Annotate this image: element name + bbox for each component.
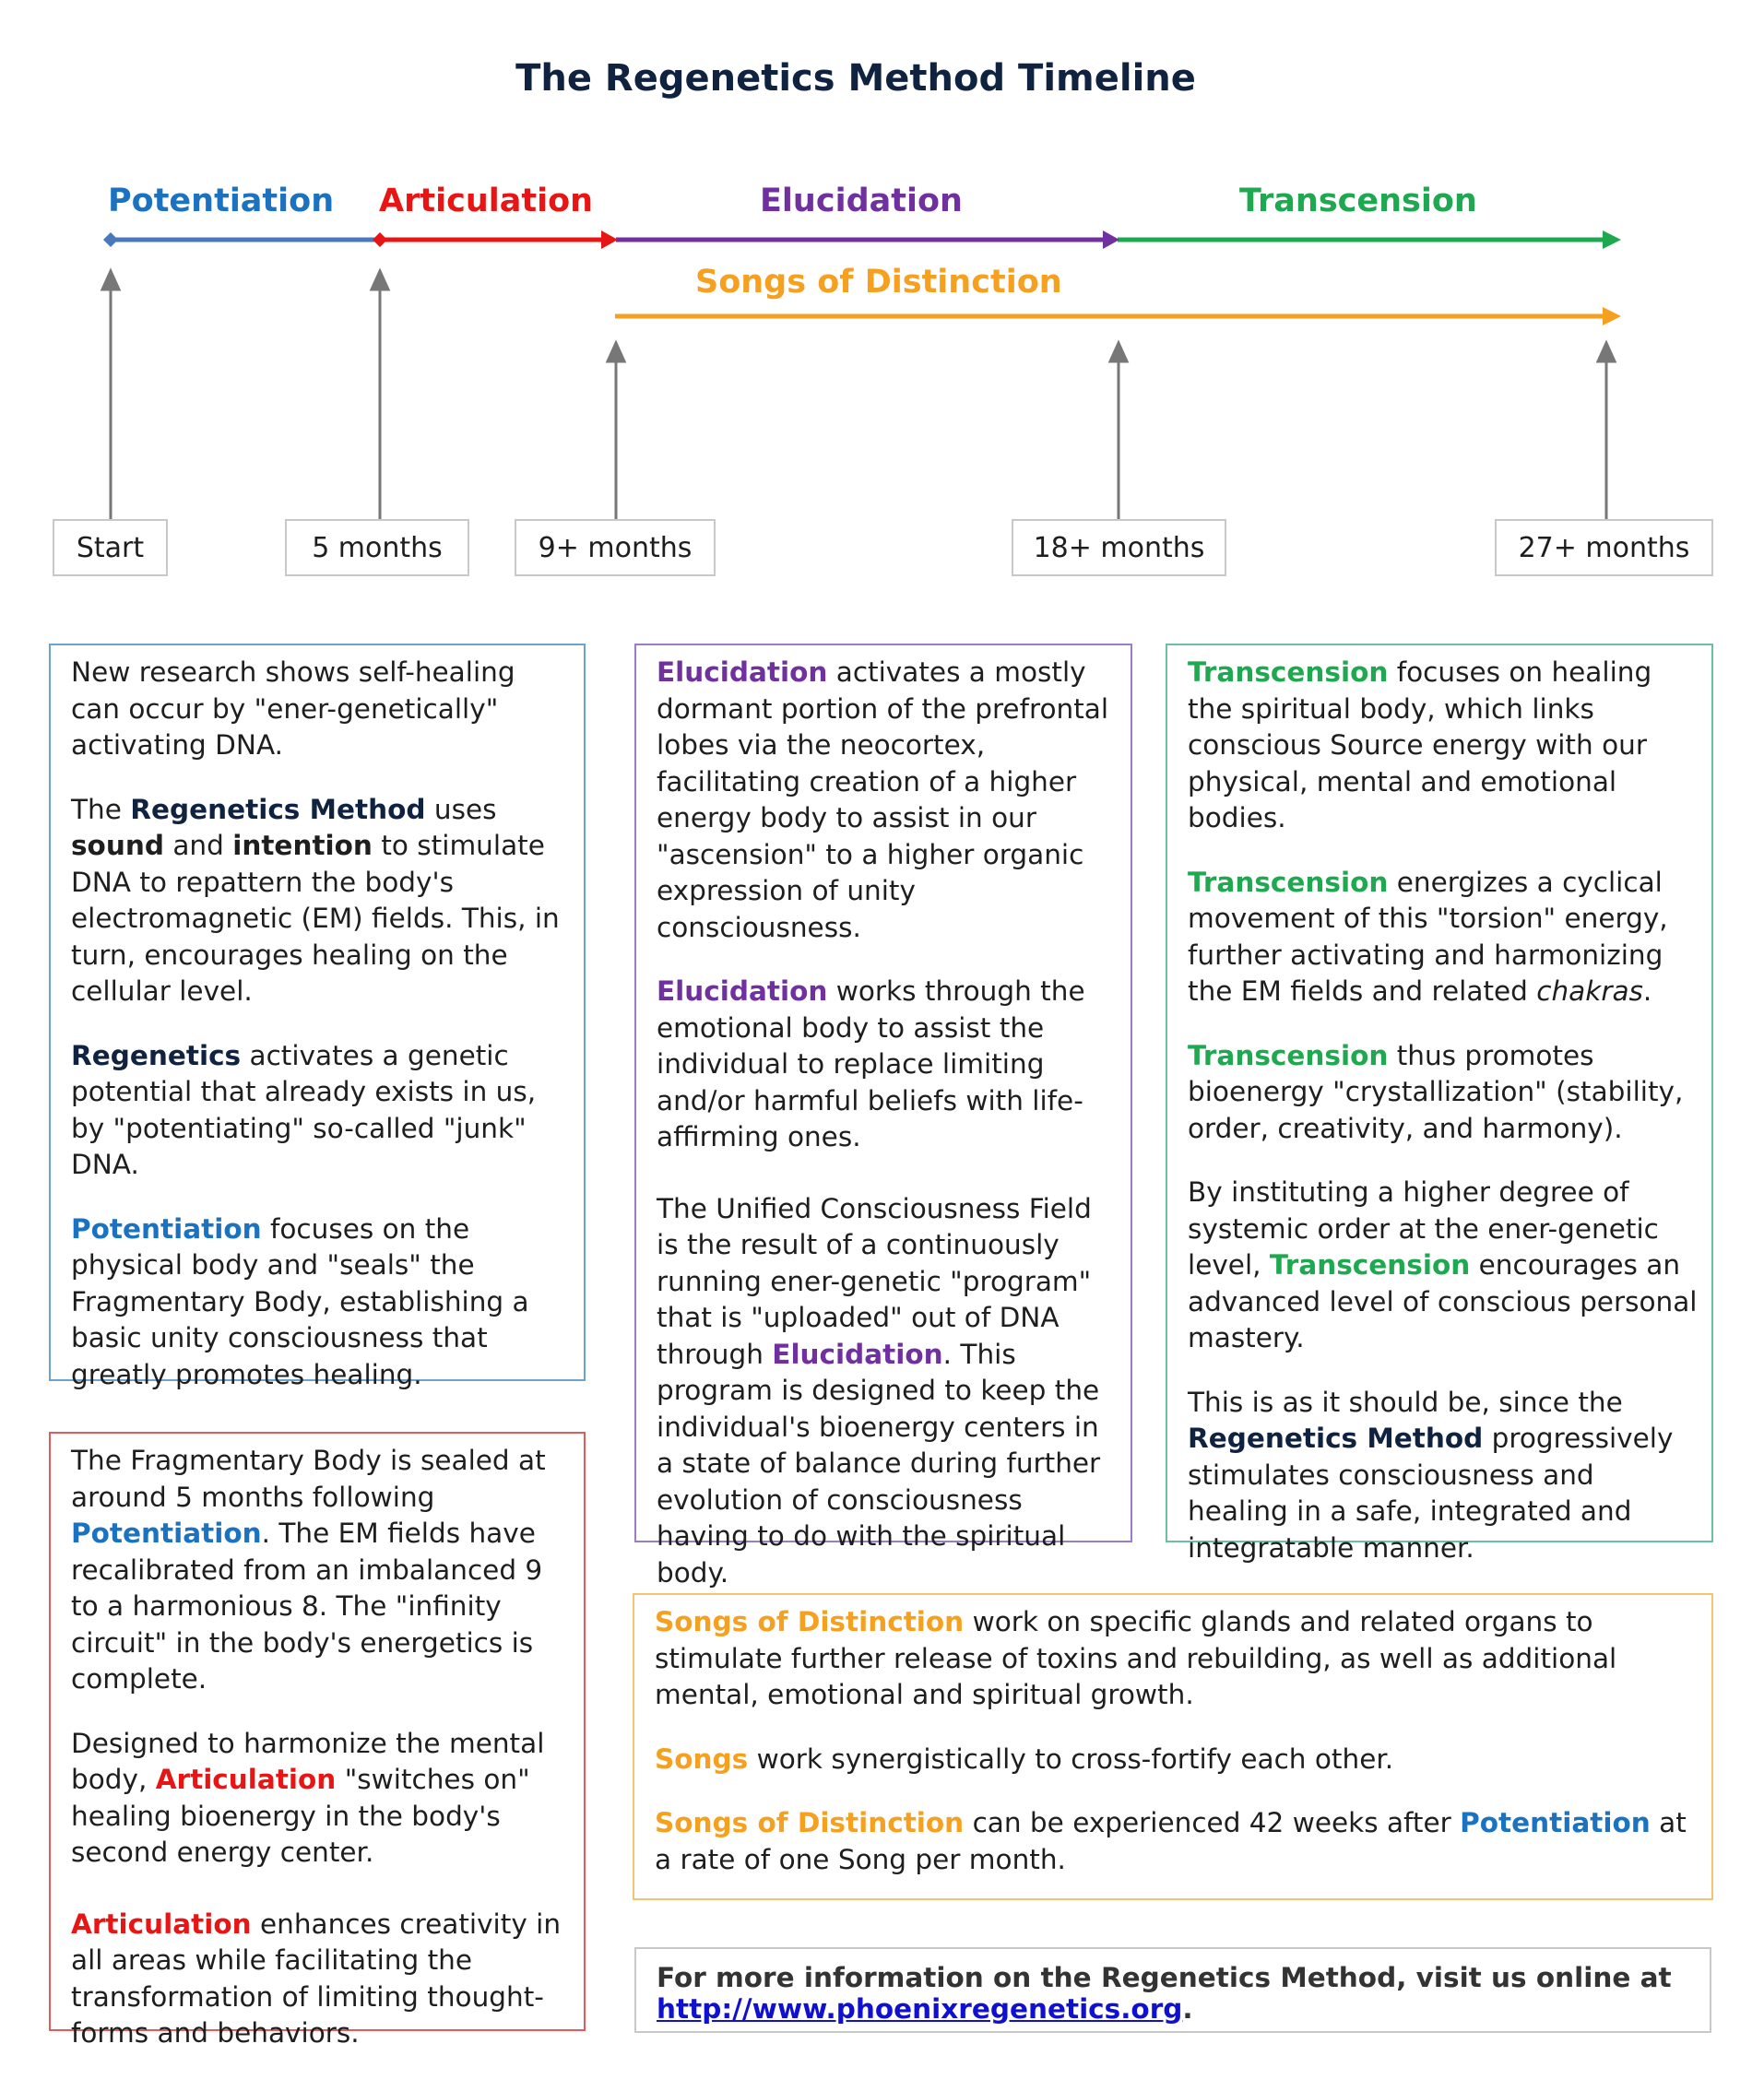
songs-para-2: Songs work synergistically to cross-fortify each other. — [655, 1742, 1394, 1775]
potentiation-para-4: Potentiation focuses on the physical body and "seals" the Fragmentary Body, establishing a basic unity consciousness that greatly promotes healing. — [71, 1212, 529, 1390]
tick-9-months: 9+ months — [515, 519, 716, 576]
footer-text: For more information on the Regenetics Method, visit us online at — [657, 1962, 1672, 1993]
elucidation-para-1: Elucidation activates a mostly dormant portion of the prefrontal lobes via the neocortex, facilitating creation of a higher energy body to assist in our "ascension" to a higher organic expression of unity consciousness. — [657, 656, 1109, 943]
tick-18-months: 18+ months — [1012, 519, 1226, 576]
articulation-arrowhead — [601, 230, 618, 249]
transcension-para-1: Transcension focuses on healing the spiritual body, which links conscious Source energy with our physical, mental and emotional bodies. — [1188, 656, 1652, 833]
phase-label-elucidation: Elucidation — [760, 183, 963, 219]
footer-info-box — [634, 1947, 1711, 2033]
potentiation-box — [49, 644, 586, 1390]
songs-label: Songs of Distinction — [695, 264, 1062, 301]
footer-period: . — [1182, 1993, 1193, 2025]
potentiation-para-3: Regenetics activates a genetic potential that already exists in us, by "potentiating" so-called "junk" DNA. — [71, 1039, 537, 1180]
elucidation-arrowhead — [1103, 230, 1119, 249]
tick-start: Start — [53, 519, 168, 576]
transcension-para-4: By instituting a higher degree of systemic order at the ener-genetic level, Transcension encourages an advanced level of conscious personal mastery. — [1188, 1176, 1698, 1353]
potentiation-para-1: New research shows self-healing can occur by "ener-genetically" activating DNA. — [71, 656, 515, 761]
transcension-para-5: This is as it should be, since the Regenetics Method progressively stimulates consciousness and healing in a safe, integrated and integratable manner. — [1188, 1386, 1674, 1564]
page-title: The Regenetics Method Timeline — [515, 57, 1196, 100]
songs-para-1: Songs of Distinction work on specific glands and related organs to stimulate further release of toxins and rebuilding, as well as additional mental, emotional and spiritual growth. — [655, 1606, 1617, 1710]
elucidation-para-3: The Unified Consciousness Field is the result of a continuously running ener-genetic "program" that is "uploaded" out of DNA through Elucidation. This program is designed to keep the individual's bioenergy centers in a state of balance during further evolution of consciousness having to do with the spiritual body. — [657, 1192, 1101, 1589]
articulation-box — [49, 1432, 586, 2049]
articulation-para-1: The Fragmentary Body is sealed at around 5 months following Potentiation. The EM fields have recalibrated from an imbalanced 9 to a harmonious 8. The "infinity circuit" in the body's energetics is complete. — [71, 1445, 546, 1695]
phase-label-potentiation: Potentiation — [108, 183, 335, 219]
start-diamond — [103, 232, 118, 247]
elucidation-para-2: Elucidation works through the emotional body to assist the individual to replace limiting and/or harmful beliefs with life-affirming ones. — [657, 975, 1085, 1152]
articulation-para-2: Designed to harmonize the mental body, Articulation "switches on" healing bioenergy in the body's second energy center. — [71, 1727, 545, 1868]
potentiation-para-2: The Regenetics Method uses sound and intention to stimulate DNA to repattern the body's electromagnetic (EM) fields. This, in turn, encourages healing on the cellular level. — [71, 793, 560, 1007]
songs-box — [633, 1593, 1713, 1900]
timeline-graphic — [0, 0, 1764, 608]
songs-para-3: Songs of Distinction can be experienced 42 weeks after Potentiation at a rate of one Song per month. — [655, 1807, 1687, 1875]
website-link[interactable]: http://www.phoenixregenetics.org — [657, 1993, 1183, 2025]
transcension-box — [1166, 644, 1713, 1564]
articulation-diamond — [373, 232, 387, 247]
transcension-para-2: Transcension energizes a cyclical movement of this "torsion" energy, further activating and harmonizing the EM fields and related chakras. — [1188, 866, 1668, 1007]
transcension-arrowhead — [1603, 230, 1621, 249]
tick-27-months: 27+ months — [1495, 519, 1713, 576]
transcension-para-3: Transcension thus promotes bioenergy "crystallization" (stability, order, creativity, and harmony). — [1188, 1039, 1684, 1144]
phase-label-transcension: Transcension — [1239, 183, 1477, 219]
tick-5-months: 5 months — [285, 519, 469, 576]
phase-label-articulation: Articulation — [379, 183, 594, 219]
elucidation-box — [634, 644, 1132, 1589]
articulation-para-3: Articulation enhances creativity in all areas while facilitating the transformation of limiting thought-forms and behaviors. — [71, 1908, 562, 2049]
songs-arrowhead — [1603, 307, 1621, 325]
